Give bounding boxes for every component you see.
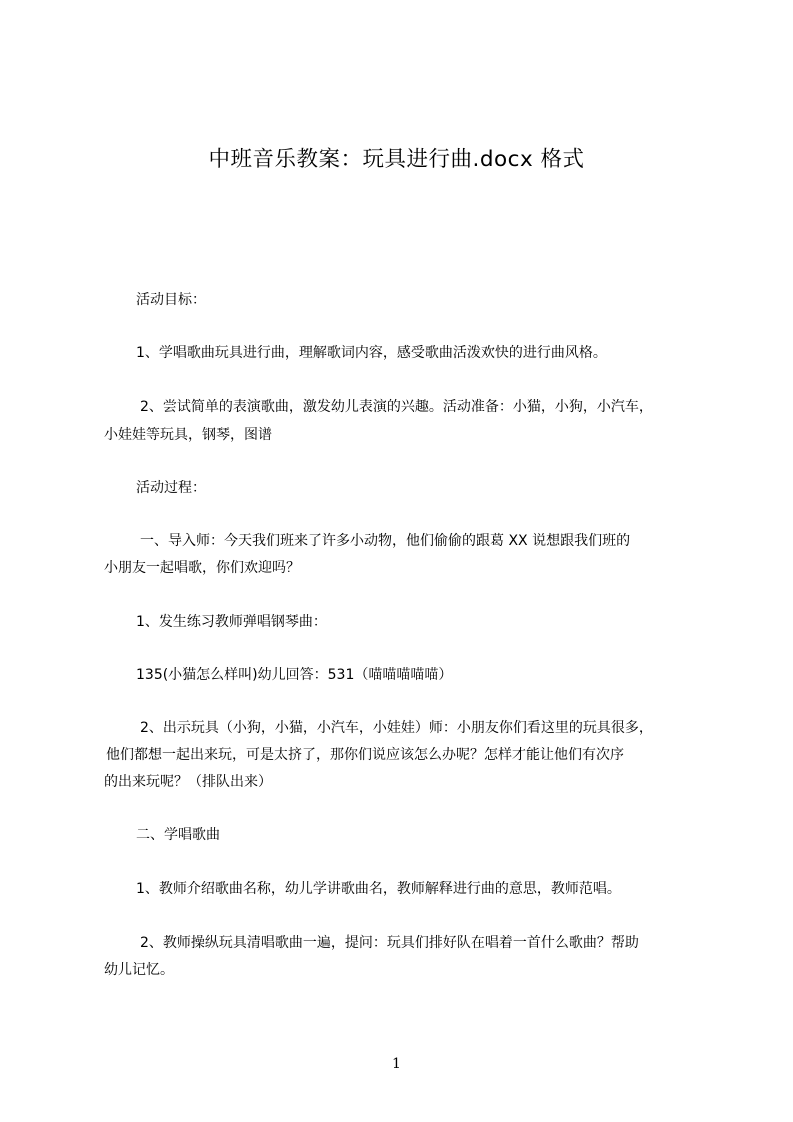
paragraph-line: 2、教师操纵玩具清唱歌曲一遍，提问：玩具们排好队在唱着一首什么歌曲？帮助	[140, 935, 639, 951]
paragraph-line: 1、学唱歌曲玩具进行曲，理解歌词内容，感受歌曲活泼欢快的进行曲风格。	[136, 345, 607, 361]
paragraph-line: 小娃娃等玩具，钢琴，图谱	[104, 427, 272, 443]
section-heading-process: 活动过程：	[136, 480, 206, 496]
paragraph-line: 幼儿记忆。	[104, 962, 174, 978]
paragraph-line: 1、发生练习教师弹唱钢琴曲：	[136, 614, 327, 630]
paragraph-line: 的出来玩呢？（排队出来）	[104, 774, 272, 790]
paragraph-line: 135(小猫怎么样叫)幼儿回答：531（喵喵喵喵喵）	[136, 667, 453, 683]
paragraph-line: 2、出示玩具（小狗，小猫，小汽车，小娃娃）师：小朋友你们看这里的玩具很多，	[140, 720, 653, 736]
document-title: 中班音乐教案：玩具进行曲.docx 格式	[208, 147, 585, 172]
paragraph-line: 他们都想一起出来玩，可是太挤了，那你们说应该怎么办呢？怎样才能让他们有次序	[106, 747, 624, 763]
section-heading-learn-song: 二、学唱歌曲	[136, 827, 220, 843]
page-number: 1	[392, 1056, 401, 1072]
paragraph-line: 2、尝试简单的表演歌曲，激发幼儿表演的兴趣。活动准备：小猫，小狗，小汽车，	[140, 399, 653, 415]
paragraph-line: 小朋友一起唱歌，你们欢迎吗？	[104, 560, 300, 576]
paragraph-line: 1、教师介绍歌曲名称，幼儿学讲歌曲名，教师解释进行曲的意思，教师范唱。	[136, 881, 621, 897]
paragraph-line: 一、导入师：今天我们班来了许多小动物，他们偷偷的跟葛 XX 说想跟我们班的	[140, 533, 631, 549]
section-heading-goals: 活动目标：	[136, 292, 206, 308]
